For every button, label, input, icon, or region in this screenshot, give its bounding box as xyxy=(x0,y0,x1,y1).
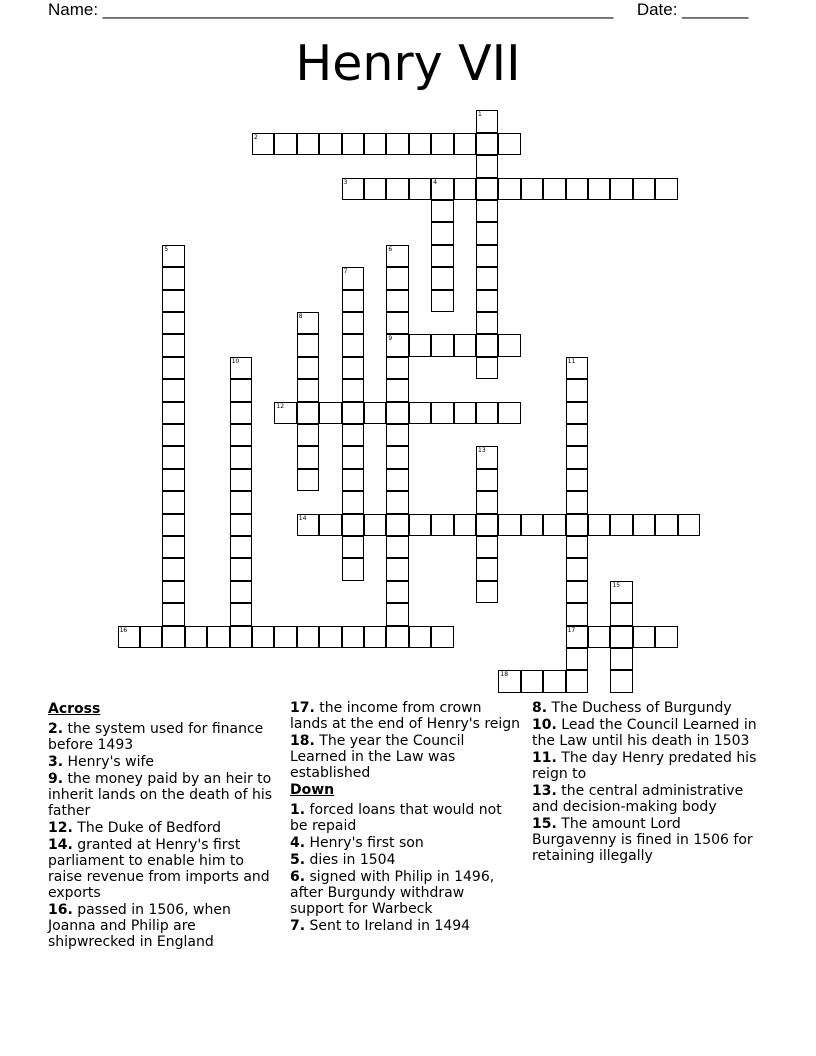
grid-cell[interactable] xyxy=(409,514,431,536)
grid-cell[interactable] xyxy=(386,581,408,603)
grid-cell[interactable] xyxy=(297,514,319,536)
grid-cell[interactable] xyxy=(342,558,364,580)
clue-number-label: 2 xyxy=(254,133,258,141)
clue-down-13: 13. the central administrative and decision-making body xyxy=(532,783,744,815)
clue-number-label: 11 xyxy=(567,357,576,365)
grid-cell[interactable] xyxy=(386,469,408,491)
clue-across-9: 9. the money paid by an heir to inherit lands on the death of his father xyxy=(48,771,273,819)
grid-cell[interactable] xyxy=(588,514,610,536)
grid-cell[interactable] xyxy=(566,357,588,379)
grid-cell[interactable] xyxy=(342,334,364,356)
clue-number-label: 13 xyxy=(478,447,486,455)
grid-cell[interactable] xyxy=(386,267,408,289)
grid-cell[interactable] xyxy=(386,626,408,648)
clue-down-11: 11. The day Henry predated his reign to xyxy=(532,750,757,782)
clue-down-10: 10. Lead the Council Learned in the Law until his death in 1503 xyxy=(532,717,757,749)
grid-cell[interactable] xyxy=(386,402,408,424)
grid-cell[interactable] xyxy=(521,514,543,536)
grid-cell[interactable] xyxy=(566,491,588,513)
grid-cell[interactable] xyxy=(274,402,296,424)
grid-cell[interactable] xyxy=(431,626,453,648)
grid-cell[interactable] xyxy=(566,648,588,670)
down-heading: Down xyxy=(290,782,335,798)
grid-cell[interactable] xyxy=(655,178,677,200)
grid-cell[interactable] xyxy=(566,469,588,491)
clue-number-label: 17 xyxy=(567,626,576,634)
grid-cell[interactable] xyxy=(162,334,184,356)
grid-cell[interactable] xyxy=(566,581,588,603)
clue-across-17: 17. the income from crown lands at the end of Henry's reign xyxy=(290,700,521,732)
grid-cell[interactable] xyxy=(633,178,655,200)
clue-number-label: 15 xyxy=(612,581,621,589)
grid-cell[interactable] xyxy=(342,514,364,536)
grid-cell[interactable] xyxy=(431,290,453,312)
grid-cell[interactable] xyxy=(364,626,386,648)
grid-cell[interactable] xyxy=(342,469,364,491)
grid-cell[interactable] xyxy=(162,290,184,312)
clue-across-2: 2. the system used for finance before 1493 xyxy=(48,721,264,753)
grid-cell[interactable] xyxy=(566,446,588,468)
clue-down-5: 5. dies in 1504 xyxy=(290,852,396,868)
grid-cell[interactable] xyxy=(162,536,184,558)
grid-cell[interactable] xyxy=(297,626,319,648)
grid-cell[interactable] xyxy=(566,536,588,558)
grid-cell[interactable] xyxy=(566,558,588,580)
grid-cell[interactable] xyxy=(454,514,476,536)
grid-cell[interactable] xyxy=(476,446,498,468)
grid-cell[interactable] xyxy=(476,312,498,334)
grid-cell[interactable] xyxy=(364,514,386,536)
grid-cell[interactable] xyxy=(476,357,498,379)
grid-cell[interactable] xyxy=(678,514,700,536)
grid-cell[interactable] xyxy=(319,402,341,424)
grid-cell[interactable] xyxy=(633,514,655,536)
date-field-label: Date: _______ xyxy=(636,0,749,19)
grid-cell[interactable] xyxy=(431,514,453,536)
grid-cell[interactable] xyxy=(230,558,252,580)
clue-across-16: 16. passed in 1506, when Joanna and Philip are shipwrecked in England xyxy=(48,902,231,950)
grid-cell[interactable] xyxy=(342,379,364,401)
grid-cell[interactable] xyxy=(342,424,364,446)
grid-cell[interactable] xyxy=(431,133,453,155)
grid-cell[interactable] xyxy=(454,402,476,424)
grid-cell[interactable] xyxy=(297,446,319,468)
grid-cell[interactable] xyxy=(386,603,408,625)
grid-cell[interactable] xyxy=(386,290,408,312)
grid-cell[interactable] xyxy=(162,491,184,513)
grid-cell[interactable] xyxy=(476,469,498,491)
grid-cell[interactable] xyxy=(162,581,184,603)
grid-cell[interactable] xyxy=(588,626,610,648)
grid-cell[interactable] xyxy=(543,514,565,536)
grid-cell[interactable] xyxy=(409,133,431,155)
clue-across-12: 12. The Duke of Bedford xyxy=(48,820,222,836)
grid-cell[interactable] xyxy=(162,312,184,334)
grid-cell[interactable] xyxy=(162,357,184,379)
grid-cell[interactable] xyxy=(185,626,207,648)
clue-number-label: 16 xyxy=(119,626,128,634)
grid-cell[interactable] xyxy=(431,334,453,356)
grid-cell[interactable] xyxy=(118,626,140,648)
grid-cell[interactable] xyxy=(342,178,364,200)
grid-cell[interactable] xyxy=(230,446,252,468)
clue-number-label: 9 xyxy=(388,335,393,343)
grid-cell[interactable] xyxy=(476,290,498,312)
grid-cell[interactable] xyxy=(230,491,252,513)
grid-cell[interactable] xyxy=(610,514,632,536)
grid-cell[interactable] xyxy=(140,626,162,648)
grid-cell[interactable] xyxy=(476,558,498,580)
grid-cell[interactable] xyxy=(454,334,476,356)
clue-number-label: 3 xyxy=(343,178,348,186)
grid-cell[interactable] xyxy=(498,178,520,200)
grid-cell[interactable] xyxy=(454,178,476,200)
grid-cell[interactable] xyxy=(342,626,364,648)
clue-number-label: 18 xyxy=(500,671,509,679)
clue-number-label: 6 xyxy=(388,245,393,253)
grid-cell[interactable] xyxy=(476,267,498,289)
clues-column-3 xyxy=(532,700,764,865)
grid-cell[interactable] xyxy=(386,133,408,155)
grid-cell[interactable] xyxy=(476,178,498,200)
grid-cell[interactable] xyxy=(521,670,543,692)
grid-cell[interactable] xyxy=(588,178,610,200)
grid-cell[interactable] xyxy=(230,469,252,491)
grid-cell[interactable] xyxy=(162,514,184,536)
clues-column-1 xyxy=(48,700,280,951)
grid-cell[interactable] xyxy=(386,446,408,468)
grid-cell[interactable] xyxy=(162,603,184,625)
grid-cell[interactable] xyxy=(297,424,319,446)
clue-across-3: 3. Henry's wife xyxy=(48,754,155,770)
grid-cell[interactable] xyxy=(476,222,498,244)
grid-cell[interactable] xyxy=(431,267,453,289)
grid-cell[interactable] xyxy=(342,312,364,334)
clue-number-label: 14 xyxy=(298,514,307,522)
grid-cell[interactable] xyxy=(476,155,498,177)
grid-cell[interactable] xyxy=(566,379,588,401)
grid-cell[interactable] xyxy=(655,626,677,648)
grid-cell[interactable] xyxy=(498,514,520,536)
grid-cell[interactable] xyxy=(543,670,565,692)
grid-cell[interactable] xyxy=(252,133,274,155)
grid-cell[interactable] xyxy=(386,491,408,513)
grid-cell[interactable] xyxy=(297,379,319,401)
grid-cell[interactable] xyxy=(162,446,184,468)
grid-cell[interactable] xyxy=(342,267,364,289)
clue-down-6: 6. signed with Philip in 1496, after Burgundy withdraw support for Warbeck xyxy=(290,869,495,917)
grid-cell[interactable] xyxy=(409,402,431,424)
grid-cell[interactable] xyxy=(431,200,453,222)
grid-cell[interactable] xyxy=(274,133,296,155)
grid-cell[interactable] xyxy=(566,514,588,536)
clue-number-label: 8 xyxy=(298,313,303,320)
clue-number-label: 12 xyxy=(276,402,285,410)
grid-cell[interactable] xyxy=(342,290,364,312)
grid-cell[interactable] xyxy=(386,424,408,446)
grid-cell[interactable] xyxy=(476,536,498,558)
grid-cell[interactable] xyxy=(610,670,632,692)
grid-cell[interactable] xyxy=(162,424,184,446)
grid-cell[interactable] xyxy=(476,581,498,603)
grid-cell[interactable] xyxy=(566,178,588,200)
grid-cell[interactable] xyxy=(409,626,431,648)
grid-cell[interactable] xyxy=(230,424,252,446)
grid-cell[interactable] xyxy=(230,536,252,558)
across-heading: Across xyxy=(48,701,101,717)
grid-cell[interactable] xyxy=(454,133,476,155)
grid-cell[interactable] xyxy=(252,626,274,648)
grid-cell[interactable] xyxy=(476,110,498,132)
grid-cell[interactable] xyxy=(521,178,543,200)
grid-cell[interactable] xyxy=(319,133,341,155)
grid-cell[interactable] xyxy=(431,245,453,267)
grid-cell[interactable] xyxy=(409,334,431,356)
grid-cell[interactable] xyxy=(610,648,632,670)
grid-cell[interactable] xyxy=(162,379,184,401)
grid-cell[interactable] xyxy=(342,446,364,468)
grid-cell[interactable] xyxy=(386,245,408,267)
grid-cell[interactable] xyxy=(162,402,184,424)
grid-cell[interactable] xyxy=(319,626,341,648)
grid-cell[interactable] xyxy=(610,626,632,648)
grid-cell[interactable] xyxy=(297,357,319,379)
grid-cell[interactable] xyxy=(207,626,229,648)
clue-across-18: 18. The year the Council Learned in the Law was established xyxy=(290,733,465,781)
grid-cell[interactable] xyxy=(476,200,498,222)
grid-cell[interactable] xyxy=(274,626,296,648)
grid-cell[interactable] xyxy=(297,402,319,424)
grid-cell[interactable] xyxy=(409,178,431,200)
grid-cell[interactable] xyxy=(162,245,184,267)
grid-cell[interactable] xyxy=(566,424,588,446)
clues-column-2 xyxy=(290,700,522,935)
grid-cell[interactable] xyxy=(610,603,632,625)
grid-cell[interactable] xyxy=(297,334,319,356)
grid-cell[interactable] xyxy=(431,402,453,424)
clue-number-label: 4 xyxy=(433,178,438,186)
grid-cell[interactable] xyxy=(386,536,408,558)
clue-down-4: 4. Henry's first son xyxy=(290,835,424,851)
grid-cell[interactable] xyxy=(386,379,408,401)
grid-cell[interactable] xyxy=(162,626,184,648)
grid-cell[interactable] xyxy=(342,402,364,424)
grid-cell[interactable] xyxy=(543,178,565,200)
grid-cell[interactable] xyxy=(386,312,408,334)
clue-down-1: 1. forced loans that would not be repaid xyxy=(290,802,502,834)
grid-cell[interactable] xyxy=(431,222,453,244)
clue-down-8: 8. The Duchess of Burgundy xyxy=(532,700,732,716)
grid-cell[interactable] xyxy=(566,402,588,424)
clue-number-label: 10 xyxy=(231,357,240,365)
grid-cell[interactable] xyxy=(566,626,588,648)
grid-cell[interactable] xyxy=(342,133,364,155)
grid-cell[interactable] xyxy=(319,514,341,536)
grid-cell[interactable] xyxy=(364,133,386,155)
grid-cell[interactable] xyxy=(431,178,453,200)
grid-cell[interactable] xyxy=(162,558,184,580)
grid-cell[interactable] xyxy=(230,603,252,625)
clue-down-7: 7. Sent to Ireland in 1494 xyxy=(290,918,471,934)
grid-cell[interactable] xyxy=(342,357,364,379)
grid-cell[interactable] xyxy=(364,178,386,200)
grid-cell[interactable] xyxy=(498,670,520,692)
grid-cell[interactable] xyxy=(610,581,632,603)
grid-cell[interactable] xyxy=(297,133,319,155)
grid-cell[interactable] xyxy=(633,626,655,648)
grid-cell[interactable] xyxy=(610,178,632,200)
grid-cell[interactable] xyxy=(476,402,498,424)
grid-cell[interactable] xyxy=(386,357,408,379)
grid-cell[interactable] xyxy=(386,334,408,356)
grid-cell[interactable] xyxy=(476,334,498,356)
grid-cell[interactable] xyxy=(476,245,498,267)
grid-cell[interactable] xyxy=(297,312,319,334)
name-field-label: Name: ______________________________________________________ xyxy=(48,0,614,19)
grid-cell[interactable] xyxy=(230,357,252,379)
grid-cell[interactable] xyxy=(655,514,677,536)
grid-cell[interactable] xyxy=(162,267,184,289)
clue-down-15: 15. The amount Lord Burgavenny is fined in 1506 for retaining illegally xyxy=(532,816,753,864)
grid-cell[interactable] xyxy=(230,514,252,536)
grid-cell[interactable] xyxy=(364,402,386,424)
clue-number-label: 7 xyxy=(343,268,348,276)
clue-number-label: 1 xyxy=(478,111,482,119)
grid-cell[interactable] xyxy=(386,178,408,200)
grid-cell[interactable] xyxy=(498,402,520,424)
grid-cell[interactable] xyxy=(386,514,408,536)
grid-cell[interactable] xyxy=(566,670,588,692)
grid-cell[interactable] xyxy=(476,491,498,513)
clue-across-14: 14. granted at Henry's first parliament to enable him to raise revenue from imports and exports xyxy=(48,837,270,901)
grid-cell[interactable] xyxy=(342,536,364,558)
grid-cell[interactable] xyxy=(498,334,520,356)
grid-cell[interactable] xyxy=(386,558,408,580)
grid-cell[interactable] xyxy=(566,603,588,625)
grid-cell[interactable] xyxy=(476,514,498,536)
grid-cell[interactable] xyxy=(476,133,498,155)
grid-cell[interactable] xyxy=(297,469,319,491)
grid-cell[interactable] xyxy=(162,469,184,491)
grid-cell[interactable] xyxy=(498,133,520,155)
grid-cell[interactable] xyxy=(230,581,252,603)
grid-cell[interactable] xyxy=(230,626,252,648)
page-title: Henry VII xyxy=(295,35,521,92)
clue-number-label: 5 xyxy=(164,245,169,253)
grid-cell[interactable] xyxy=(230,379,252,401)
grid-cell[interactable] xyxy=(342,491,364,513)
grid-cell[interactable] xyxy=(230,402,252,424)
